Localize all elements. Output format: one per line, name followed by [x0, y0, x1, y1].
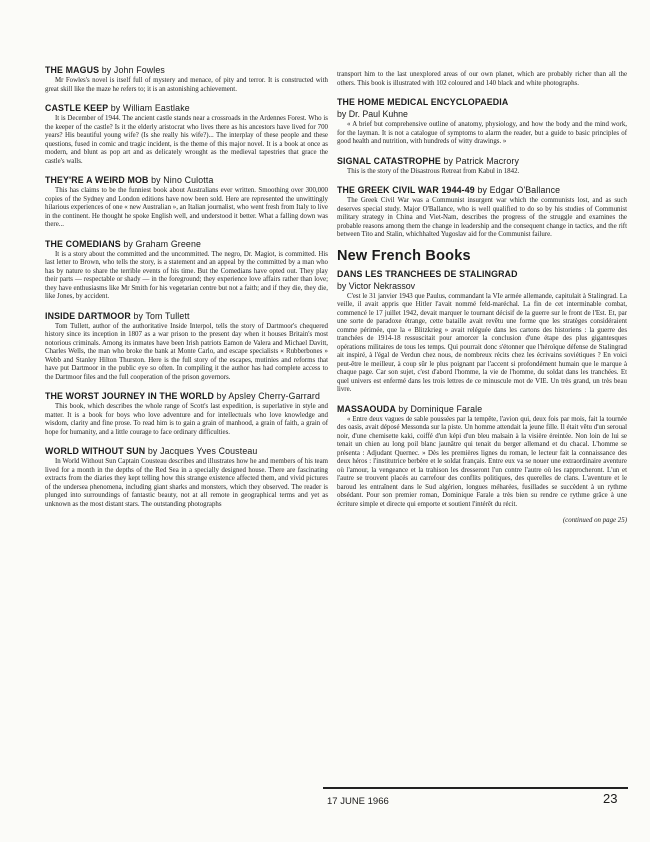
book-title: THE HOME MEDICAL ENCYCLOPAEDIA — [337, 97, 509, 107]
book-description: C'est le 31 janvier 1943 que Paulus, commandant la VIe armée allemande, capitulait à Stalingrad. La veille, il avait appris que Hitler l'avait nommé feld-maréchal. La fin de cet interminable combat, commencé le 17 juillet 1942, devait marquer le tournant décisif de la guerre sur le front de l'Est. Et, par une sorte de paradoxe étrange, cette bataille avait revêtu une forme que les stratèges considéraient comme périmée, que la « Blitzkrieg » avait reléguée dans les cartons des historiens : la guerre des tranchées de 1914-18 ressuscitait pour amorcer la conclusion d'une étape des plus gigantesques opérations militaires de tous les temps. Qui pourrait donc s'étonner que l'héroïque défense de Stalingrad ait inspiré, à l'égal de Verdun chez nous, de nombreux récits chez les écrivains soviétiques ? En voici peut-être le meilleur, à coup sûr le plus poignant par l'accent si profondément humain que le marque à chaque page. Car son sujet, c'est d'abord l'homme, la vie de l'homme, du soldat dans les tranchées. Et quel univers est enfermé dans les trois lettres de ce minuscule mot de VIE. Un très grand, un très beau livre. — [337, 292, 627, 393]
book-author: by Jacques Yves Cousteau — [147, 446, 258, 456]
book-author: by Dominique Farale — [398, 403, 483, 414]
book-author: by Victor Nekrassov — [337, 280, 416, 291]
book-entry — [337, 155, 627, 177]
book-description: In World Without Sun Captain Cousteau describes and illustrates how he and members of his team lived for a month in the depths of the Red Sea in a specially designed house. There are fascinating extracts from the diaries they kept telling how this strange existence affected them, and vivid pictures of the undersea phenomena, including giant sharks and monsters, which they observed. The reader is plunged into surroundings of fantastic beauty, not at all remote in geographical terms and yet as unknown as the most distant stars. The outstanding photographs — [45, 458, 328, 508]
book-author: by Patrick Macrory — [443, 155, 520, 166]
book-entry — [45, 390, 328, 437]
book-description: It is December of 1944. The ancient castle stands near a crossroads in the Ardennes Forest. Who is the keeper of the castle? Is it the elderly aristocrat who lives there as his ancestors have lived for 700 years? His beautiful young wife? (Is she really his wife?)... The interplay of these people and these questions, fused in comic and tragic incident, is the theme of this major novel. It is a book at once as modern, and blunt as pop art and as delicately wrought as the medieval tapestries that grace the castle's walls. — [45, 115, 328, 165]
left-column — [45, 64, 328, 517]
book-description: This book, which describes the whole range of Scott's last expedition, is superlative in style and matter. It is a book for boys who love adventure and for intellectuals who love knowledge and wisdom, clarity and fine prose. To read him is to gain a grain of manhood, a grain of faith, a grain of hope for humanity, and a little courage to face ordinary difficulties. — [45, 403, 328, 436]
book-author: by Dr. Paul Kuhne — [337, 109, 408, 119]
book-author: by Edgar O'Ballance — [477, 185, 561, 195]
book-heading — [45, 238, 328, 250]
book-heading — [45, 64, 328, 76]
book-entry — [45, 174, 328, 230]
footer-rule — [323, 787, 628, 789]
right-column — [337, 71, 627, 524]
book-description: This has claims to be the funniest book about Australians ever written. Smoothing over 300,000 copies of the Sydney and London editions have now been sold. Here are represented the unwittingly hilarious experiences of one « new Australian », an Italian journalist, who went fresh from Italy to live in the continent. He thought he spoke English well, and understood it better. What a falling down was there... — [45, 187, 328, 228]
book-entry — [45, 310, 328, 383]
book-title: WORLD WITHOUT SUN — [45, 446, 146, 456]
book-heading — [337, 184, 627, 196]
book-heading — [337, 403, 627, 415]
book-title: MASSAOUDA — [337, 403, 396, 414]
book-heading — [45, 390, 328, 402]
book-description: « A brief but comprehensive outline of anatomy, physiology, and how the body and the mind work, for the layman. It is not a catalogue of symptoms to alarm the reader, but a guide to basic principles of good health and nutrition, with hundreds of witty drawings. » — [337, 121, 627, 145]
page-number: 23 — [603, 791, 618, 806]
book-heading — [45, 310, 328, 322]
book-author: by John Fowles — [101, 65, 165, 75]
book-entry — [45, 102, 328, 166]
book-heading — [337, 155, 627, 167]
book-title: THE GREEK CIVIL WAR 1944-49 — [337, 185, 475, 195]
book-entry — [337, 184, 627, 240]
book-heading — [45, 174, 328, 186]
book-entry — [337, 96, 627, 147]
continuation-text: transport him to the last unexplored areas of our own planet, which are probably richer than all the others. This book is illustrated with 102 coloured and 140 black and white photographs. — [337, 71, 627, 87]
book-description: Tom Tullett, author of the authoritative Inside Interpol, tells the story of Dartmoor's chequered history since its inception in 1807 as a war prison to the present day when it houses Britain's most notorious criminals. Among its inmates have been Irish patriots Eamon de Valera and Michael Davitt, Charles Wells, the man who broke the bank at Monte Carlo, and escape specialists « Rubberbones » Webb and Stanley Hilton Thurston. Here is the full story of the escapes, mutinies and reforms that have put Dartmoor in the public eye so often. In compiling it the author has had complete access to the Dartmoor files and the full cooperation of the prison governors. — [45, 322, 328, 381]
book-description: Mr Fowles's novel is itself full of mystery and menace, of pity and terror. It is constructed with great skill like the maze he refers to; it is an astonishing achievement. — [45, 77, 328, 93]
book-entry — [45, 238, 328, 302]
book-entry — [45, 64, 328, 94]
continued-note: (continued on page 25) — [562, 517, 627, 524]
book-title: THEY'RE A WEIRD MOB — [45, 175, 149, 185]
book-title: THE MAGUS — [45, 65, 100, 75]
book-author: by Nino Culotta — [151, 175, 214, 185]
book-title: INSIDE DARTMOOR — [45, 310, 131, 321]
book-entry — [45, 445, 328, 509]
book-description: It is a story about the committed and the uncommitted. The negro, Dr. Magiot, is committed. His last letter to Brown, who tells the story, is a statement and an appeal by the committed by a man who has by nature to share the terrible events of his time. But the Comedians have opted out. They play their parts — respectable or shady — in the foreground; they experience love affairs rather than love; they have enthusiasms like Mr Smith for his vegetarian centre but not a faith; and if they die, they die, like Jones, by accident. — [45, 250, 328, 300]
book-description: This is the story of the Disastrous Retreat from Kabul in 1842. — [347, 167, 520, 175]
book-author: by Tom Tullett — [133, 310, 190, 321]
book-author: by Apsley Cherry-Garrard — [216, 391, 320, 401]
book-entry — [337, 268, 627, 395]
book-title: SIGNAL CATASTROPHE — [337, 155, 441, 166]
book-heading — [45, 445, 328, 457]
book-title: THE COMEDIANS — [45, 238, 121, 249]
book-title: CASTLE KEEP — [45, 103, 109, 113]
book-description: The Greek Civil War was a Communist insurgent war which the communists lost, and as such deserves special study. Major O'Ballance, who is well qualified to do so by his studies of Communist military strategy in China and Viet-Nam, describes the progress of the struggle and examines the probable reasons among them the change in leadership and the consequent change in tactics, and the rift between Tito and Stalin, whichhalted Yugoslav aid for the Communist failure. — [337, 197, 627, 238]
book-heading — [45, 102, 328, 114]
issue-date: 17 JUNE 1966 — [327, 796, 389, 807]
section-heading: New French Books — [337, 247, 471, 264]
book-entry — [337, 403, 627, 510]
book-description: « Entre deux vagues de sable poussées par la tempête, l'avion qui, deux fois par mois, fait la tournée des oasis, avait déposé Messonda sur la piste. Un homme attendait la jeune fille. Il était vêtu d'un seroual noir, d'une chemisette kaki, coiffé d'un képi d'un bleu malsain à la visière éreintée. Non loin de lui se tenait un chien au long poil blanc jaunâtre qui tenait du berger allemand et du chacal. L'homme se présenta : Adjudant Quernec. » Dès les premières lignes du roman, le lecteur fait la connaissance des deux héros : l'institutrice berbère et le soldat français. Entre eux va se nouer une extraordinaire aventure où l'amour, la vengeance et la trahison les dresseront l'un contre l'autre où les rapprocheront. L'un et l'autre se trouvent placés au carrefour des conflits politiques, des querelles de clans. L'aventure et le baroud les entraînent dans le Sud algérien, longues méharées, fusillades se succèdent à un rythme obsédant. Pour son premier roman, Dominique Farale a très bien su rendre ce rythme grâce à une écriture simple et directe qui emporte et soutient l'intérêt du récit. — [337, 415, 627, 508]
book-author: by William Eastlake — [110, 103, 190, 113]
book-title: THE WORST JOURNEY IN THE WORLD — [45, 391, 215, 401]
book-title: DANS LES TRANCHEES DE STALINGRAD — [337, 268, 518, 279]
book-author: by Graham Greene — [123, 238, 202, 249]
